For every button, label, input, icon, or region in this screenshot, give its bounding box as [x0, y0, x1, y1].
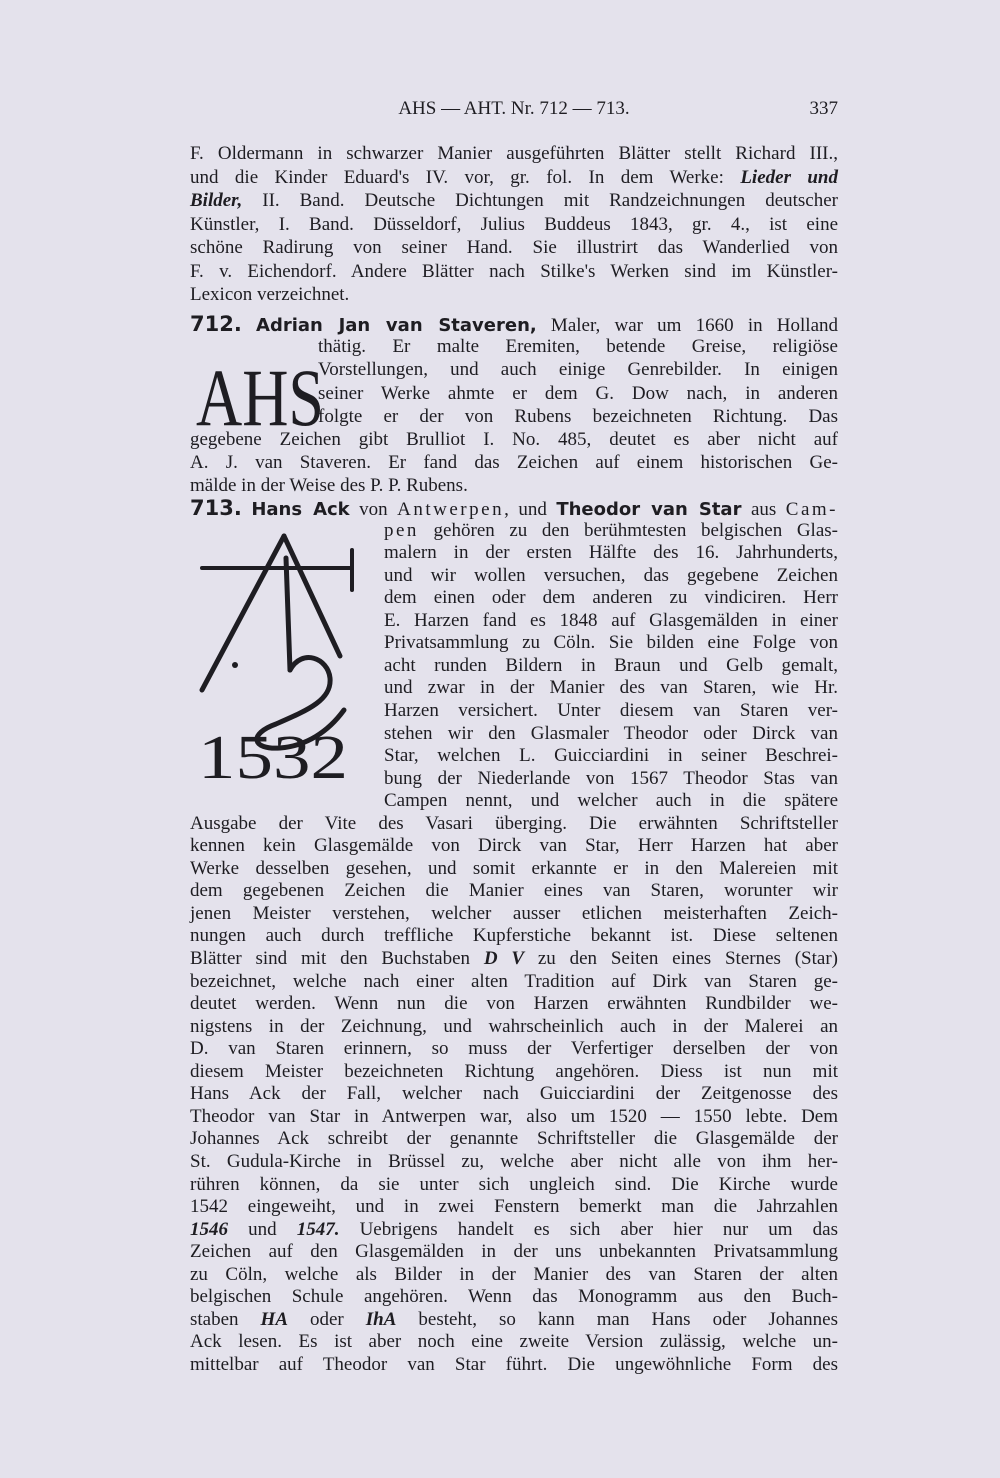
entry713-lines-line — [384, 723, 838, 745]
entry713-lines-line — [190, 1264, 838, 1286]
text-run — [242, 315, 256, 336]
text-run: Adrian Jan van Staveren, — [256, 315, 537, 336]
text-run: F. Oldermann in schwarzer Manier ausgeführten Blätter stellt Richard III., — [190, 143, 838, 164]
entry712-lines-line — [190, 429, 838, 451]
text-run: oder — [288, 1308, 366, 1330]
entry713-lines-line — [190, 1128, 838, 1150]
entry713-lines-line — [384, 565, 838, 587]
entry713-lines-line — [384, 520, 838, 542]
text-run: 1547. — [296, 1218, 340, 1240]
text-run: seiner Werke ahmte er dem G. Dow nach, in anderen — [318, 382, 838, 404]
text-run: dem einen oder dem anderen zu vindiciren. Herr — [384, 587, 838, 609]
text-run: Lieder und — [740, 166, 839, 188]
text-run: IhA — [365, 1308, 397, 1330]
intro-line — [190, 284, 838, 306]
text-run: schöne Radirung von seiner Hand. Sie illustrirt das Wanderlied von — [190, 237, 838, 258]
text-run: gehören zu den berühmtesten belgischen Glas- — [418, 519, 838, 541]
text-run: und zwar in der Manier des van Staren, wie Hr. — [384, 677, 838, 699]
text-run: II. Band. Deutsche Dichtungen mit Randzeichnungen deutscher — [242, 190, 838, 211]
text-run: Privatsammlung zu Cöln. Sie bilden eine Folge von — [384, 632, 838, 654]
text-run: Theodor van Star — [556, 499, 742, 520]
monogram-ahs-712 — [192, 350, 332, 443]
text-run: 1546 — [190, 1218, 228, 1240]
text-run: zu den Seiten eines Sternes (Star) — [524, 948, 838, 969]
entry713-lines-line — [190, 1286, 838, 1308]
text-run: folgte er der von Rubens bezeichneten Richtung. Das — [318, 405, 838, 427]
entry713-lines-line — [190, 813, 838, 835]
text-run: E. Harzen fand es 1848 auf Glasgemälden in einer — [384, 609, 838, 631]
entry713-lines-line — [384, 655, 838, 677]
text-run: Harzen versichert. Unter diesem van Staren ver- — [384, 699, 838, 721]
text-run: nigstens in der Zeichnung, und wahrscheinlich auch in der Malerei an — [190, 1015, 838, 1037]
text-run: Johannes Ack schreibt der genannte Schriftsteller die Glasgemälde der — [190, 1128, 838, 1150]
entry713-lines-line — [190, 1354, 838, 1376]
intro-line — [190, 190, 838, 212]
text-run: und — [228, 1218, 297, 1240]
entry713-lines-line — [190, 497, 838, 521]
text-run: F. v. Eichendorf. Andere Blätter nach Stilke's Werken sind im Künstler- — [190, 260, 838, 282]
text-run: nungen auch durch treffliche Kupferstiche bekannt ist. Diese seltenen — [190, 925, 838, 947]
text-run: mälde in der Weise des P. P. Rubens. — [190, 475, 468, 497]
text-run: gegebene Zeichen gibt Brulliot I. No. 485, deutet es aber nicht auf — [190, 429, 838, 450]
text-run: und die Kinder Eduard's IV. vor, gr. fol. In dem Werke: — [190, 166, 741, 188]
text-run: Künstler, I. Band. Düsseldorf, Julius Buddeus 1843, gr. 4., ist eine — [190, 213, 838, 235]
text-run: Hans Ack der Fall, welcher nach Guicciardini der Zeitgenosse des — [190, 1083, 838, 1105]
text-run: jenen Meister verstehen, welcher ausser etlichen meisterhaften Zeich- — [190, 902, 838, 924]
text-run: kennen kein Glasgemälde von Dirck van Star, Herr Harzen hat aber — [190, 835, 838, 857]
text-run: bezeichnet, welche nach einer alten Tradition auf Dirk van Staren ge- — [190, 970, 838, 992]
monogram-ahs-text: AHS — [196, 352, 324, 443]
entry713-lines-line — [190, 858, 838, 880]
intro-line — [190, 143, 838, 165]
text-run: deutet werden. Wenn nun die von Harzen erwähnten Rundbilder we- — [190, 993, 838, 1015]
entry713-lines-line — [190, 1016, 838, 1038]
page-number: 337 — [809, 98, 838, 119]
entry713-lines-line — [384, 542, 838, 564]
page-header — [190, 98, 838, 128]
text-run: diesem Meister bezeichneten Richtung angehören. Diess ist nun mit — [190, 1060, 838, 1082]
text-run: Vorstellungen, und auch einige Genrebilder. In einigen — [318, 359, 838, 381]
text-run: Ack lesen. Es ist aber noch eine zweite Version zulässig, welche un- — [190, 1331, 838, 1353]
text-run: HA — [260, 1308, 288, 1330]
entry712-lines-line — [190, 313, 838, 337]
text-run: stehen wir den Glasmaler Theodor oder Dirck van — [384, 722, 838, 744]
monogram-year: 1532 — [198, 724, 348, 792]
entry713-lines-line — [384, 610, 838, 632]
entry713-lines-line — [190, 971, 838, 993]
text-run: aus — [741, 499, 786, 520]
text-run: zu Cöln, welche als Bilder in der Manier des van Staren der alten — [190, 1263, 838, 1285]
entry713-lines-line — [190, 1151, 838, 1173]
entry713-lines-line — [190, 1241, 838, 1263]
text-run: A. J. van Staveren. Er fand das Zeichen auf einem historischen Ge- — [190, 452, 838, 474]
text-run: Blätter sind mit den Buchstaben — [190, 948, 484, 969]
text-run: Maler, war um 1660 in Holland — [536, 315, 839, 336]
entry713-lines-line — [384, 745, 838, 767]
entry712-lines-line — [318, 359, 838, 381]
entry713-lines-line — [190, 1309, 838, 1331]
text-run: Antwerpen — [397, 499, 505, 520]
text-run: 712. — [190, 312, 242, 336]
text-run: Hans Ack — [251, 499, 350, 520]
text-run: D. van Staren erinnern, so muss der Verfertiger derselben der von — [190, 1038, 838, 1060]
text-run: von — [349, 499, 398, 520]
text-run: D V — [483, 948, 525, 969]
entry713-lines-line — [190, 1106, 838, 1128]
entry713-lines-line — [190, 835, 838, 857]
text-run: Theodor van Star in Antwerpen war, also um 1520 — 1550 lebte. Dem — [190, 1105, 838, 1127]
entry713-lines-line — [190, 1174, 838, 1196]
entry713-lines-line — [190, 1331, 838, 1353]
entry713-lines-line — [384, 700, 838, 722]
text-run: mittelbar auf Theodor van Star führt. Die ungewöhnliche Form des — [190, 1353, 838, 1375]
text-run: St. Gudula-Kirche in Brüssel zu, welche aber nicht alle von ihm her- — [190, 1150, 838, 1172]
text-run: und wir wollen versuchen, das gegebene Zeichen — [384, 564, 838, 586]
entry713-lines-line — [190, 925, 838, 947]
text-run: staben — [190, 1308, 261, 1330]
text-run: bung der Niederlande von 1567 Theodor Stas van — [384, 767, 838, 789]
entry713-lines-line — [384, 587, 838, 609]
text-run: Lexicon verzeichnet. — [190, 284, 350, 305]
entry713-lines-line — [190, 1061, 838, 1083]
text-run: Werke desselben gesehen, und somit erkannte er in den Malereien mit — [190, 857, 838, 879]
text-run: Ausgabe der Vite des Vasari überging. Die erwähnten Schriftsteller — [190, 812, 838, 834]
entry713-lines-line — [190, 948, 838, 970]
entry712-lines-line — [318, 406, 838, 428]
entry713-lines-line — [190, 993, 838, 1015]
text-run: pen — [384, 519, 419, 541]
text-run — [242, 499, 252, 520]
entry713-lines-line — [190, 1219, 838, 1241]
entry713-lines-line — [190, 1196, 838, 1218]
entry712-lines-line — [318, 336, 838, 358]
text-run: Uebrigens handelt es sich aber hier nur um das — [339, 1218, 838, 1240]
text-run: belgischen Schule angehören. Wenn das Monogramm aus den Buch- — [190, 1286, 838, 1308]
text-run: acht runden Bildern in Braun und Gelb gemalt, — [384, 654, 838, 676]
entry713-lines-line — [384, 632, 838, 654]
entry713-lines-line — [190, 1038, 838, 1060]
intro-line — [190, 237, 838, 259]
text-run: Star, welchen L. Guicciardini in seiner Beschrei- — [384, 745, 838, 767]
entry712-lines-line — [318, 383, 838, 405]
text-run: Bilder, — [190, 190, 243, 211]
text-run: dem gegebenen Zeichen die Manier eines van Staren, worunter wir — [190, 880, 838, 902]
entry712-lines-line — [190, 452, 838, 474]
text-run: besteht, so kann man Hans oder Johannes — [396, 1308, 838, 1330]
intro-line — [190, 261, 838, 283]
text-run: 713. — [190, 496, 242, 520]
intro-line — [190, 214, 838, 236]
text-run: Cam- — [785, 499, 838, 520]
entry713-lines-line — [384, 790, 838, 812]
entry713-lines-line — [190, 880, 838, 902]
entry713-lines-line — [384, 768, 838, 790]
text-run: , und — [504, 499, 557, 520]
entry712-lines-line — [190, 475, 838, 497]
text-run: rühren können, da sie unter sich ungleich sind. Die Kirche wurde — [190, 1173, 838, 1195]
running-head: AHS — AHT. Nr. 712 — 713. — [398, 98, 630, 119]
text-run: Zeichen auf den Glasgemälden in der uns unbekannten Privatsammlung — [190, 1241, 838, 1263]
entry713-lines-line — [384, 677, 838, 699]
monogram-hans-ack-713 — [190, 528, 370, 792]
text-run: Campen nennt, und welcher auch in die spätere — [384, 790, 838, 812]
intro-line — [190, 167, 838, 189]
text-run: thätig. Er malte Eremiten, betende Greise, religiöse — [318, 336, 838, 358]
text-run: 1542 eingeweiht, und in zwei Fenstern bemerkt man die Jahrzahlen — [190, 1196, 838, 1218]
entry713-lines-line — [190, 903, 838, 925]
entry713-lines-line — [190, 1083, 838, 1105]
text-run: malern in der ersten Hälfte des 16. Jahrhunderts, — [384, 542, 838, 564]
